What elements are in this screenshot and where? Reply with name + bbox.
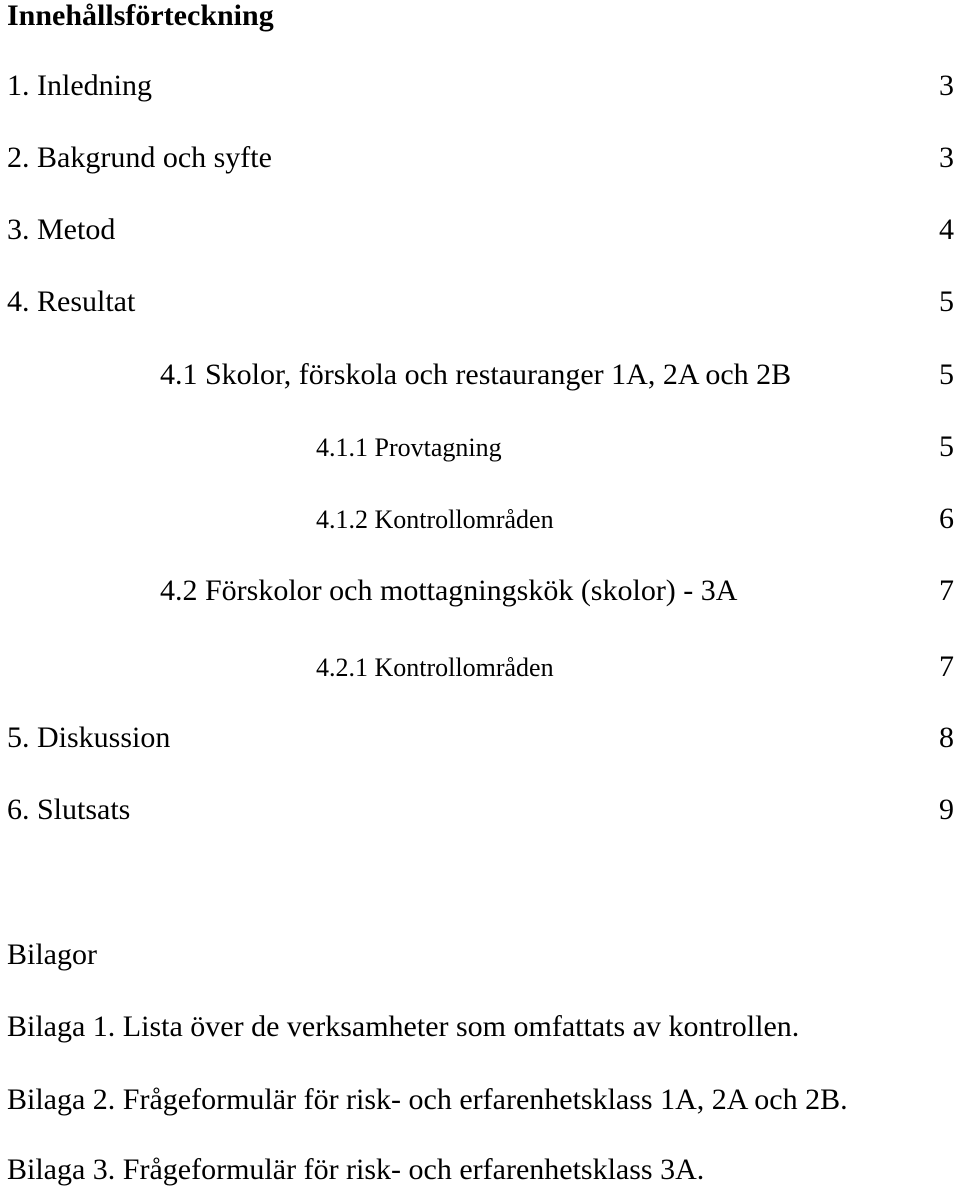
toc-entry-page: 3 — [939, 141, 954, 174]
toc-title: Innehållsförteckning — [7, 0, 274, 32]
toc-entry-page: 4 — [939, 213, 954, 246]
toc-entry-page: 7 — [939, 574, 954, 607]
toc-entry-label: 5. Diskussion — [7, 721, 171, 754]
toc-entry-page: 6 — [939, 502, 954, 535]
toc-entry-label: 2. Bakgrund och syfte — [7, 141, 272, 174]
toc-entry-page: 7 — [939, 650, 954, 683]
toc-entry-page: 5 — [939, 358, 954, 391]
attachments-heading: Bilagor — [7, 938, 97, 971]
toc-entry-label: 3. Metod — [7, 213, 116, 246]
toc-entry-page: 3 — [939, 69, 954, 102]
attachment-item: Bilaga 3. Frågeformulär för risk- och erfarenhetsklass 3A. — [7, 1153, 705, 1186]
toc-entry-label: 4.1 Skolor, förskola och restauranger 1A, 2A och 2B — [160, 358, 792, 391]
toc-entry-label: 4.2 Förskolor och mottagningskök (skolor) - 3A — [160, 574, 738, 607]
toc-entry-label: 4.1.2 Kontrollområden — [316, 505, 554, 534]
toc-entry-label: 4.2.1 Kontrollområden — [316, 653, 554, 682]
toc-entry-label: 4.1.1 Provtagning — [316, 433, 502, 462]
toc-entry-page: 9 — [939, 793, 954, 826]
attachment-item: Bilaga 2. Frågeformulär för risk- och erfarenhetsklass 1A, 2A och 2B. — [7, 1083, 848, 1116]
toc-entry-label: 6. Slutsats — [7, 793, 131, 826]
toc-entry-label: 1. Inledning — [7, 69, 152, 102]
toc-entry-label: 4. Resultat — [7, 285, 136, 318]
attachment-item: Bilaga 1. Lista över de verksamheter som omfattats av kontrollen. — [7, 1010, 800, 1043]
toc-entry-page: 5 — [939, 430, 954, 463]
toc-entry-page: 8 — [939, 721, 954, 754]
toc-entry-page: 5 — [939, 285, 954, 318]
